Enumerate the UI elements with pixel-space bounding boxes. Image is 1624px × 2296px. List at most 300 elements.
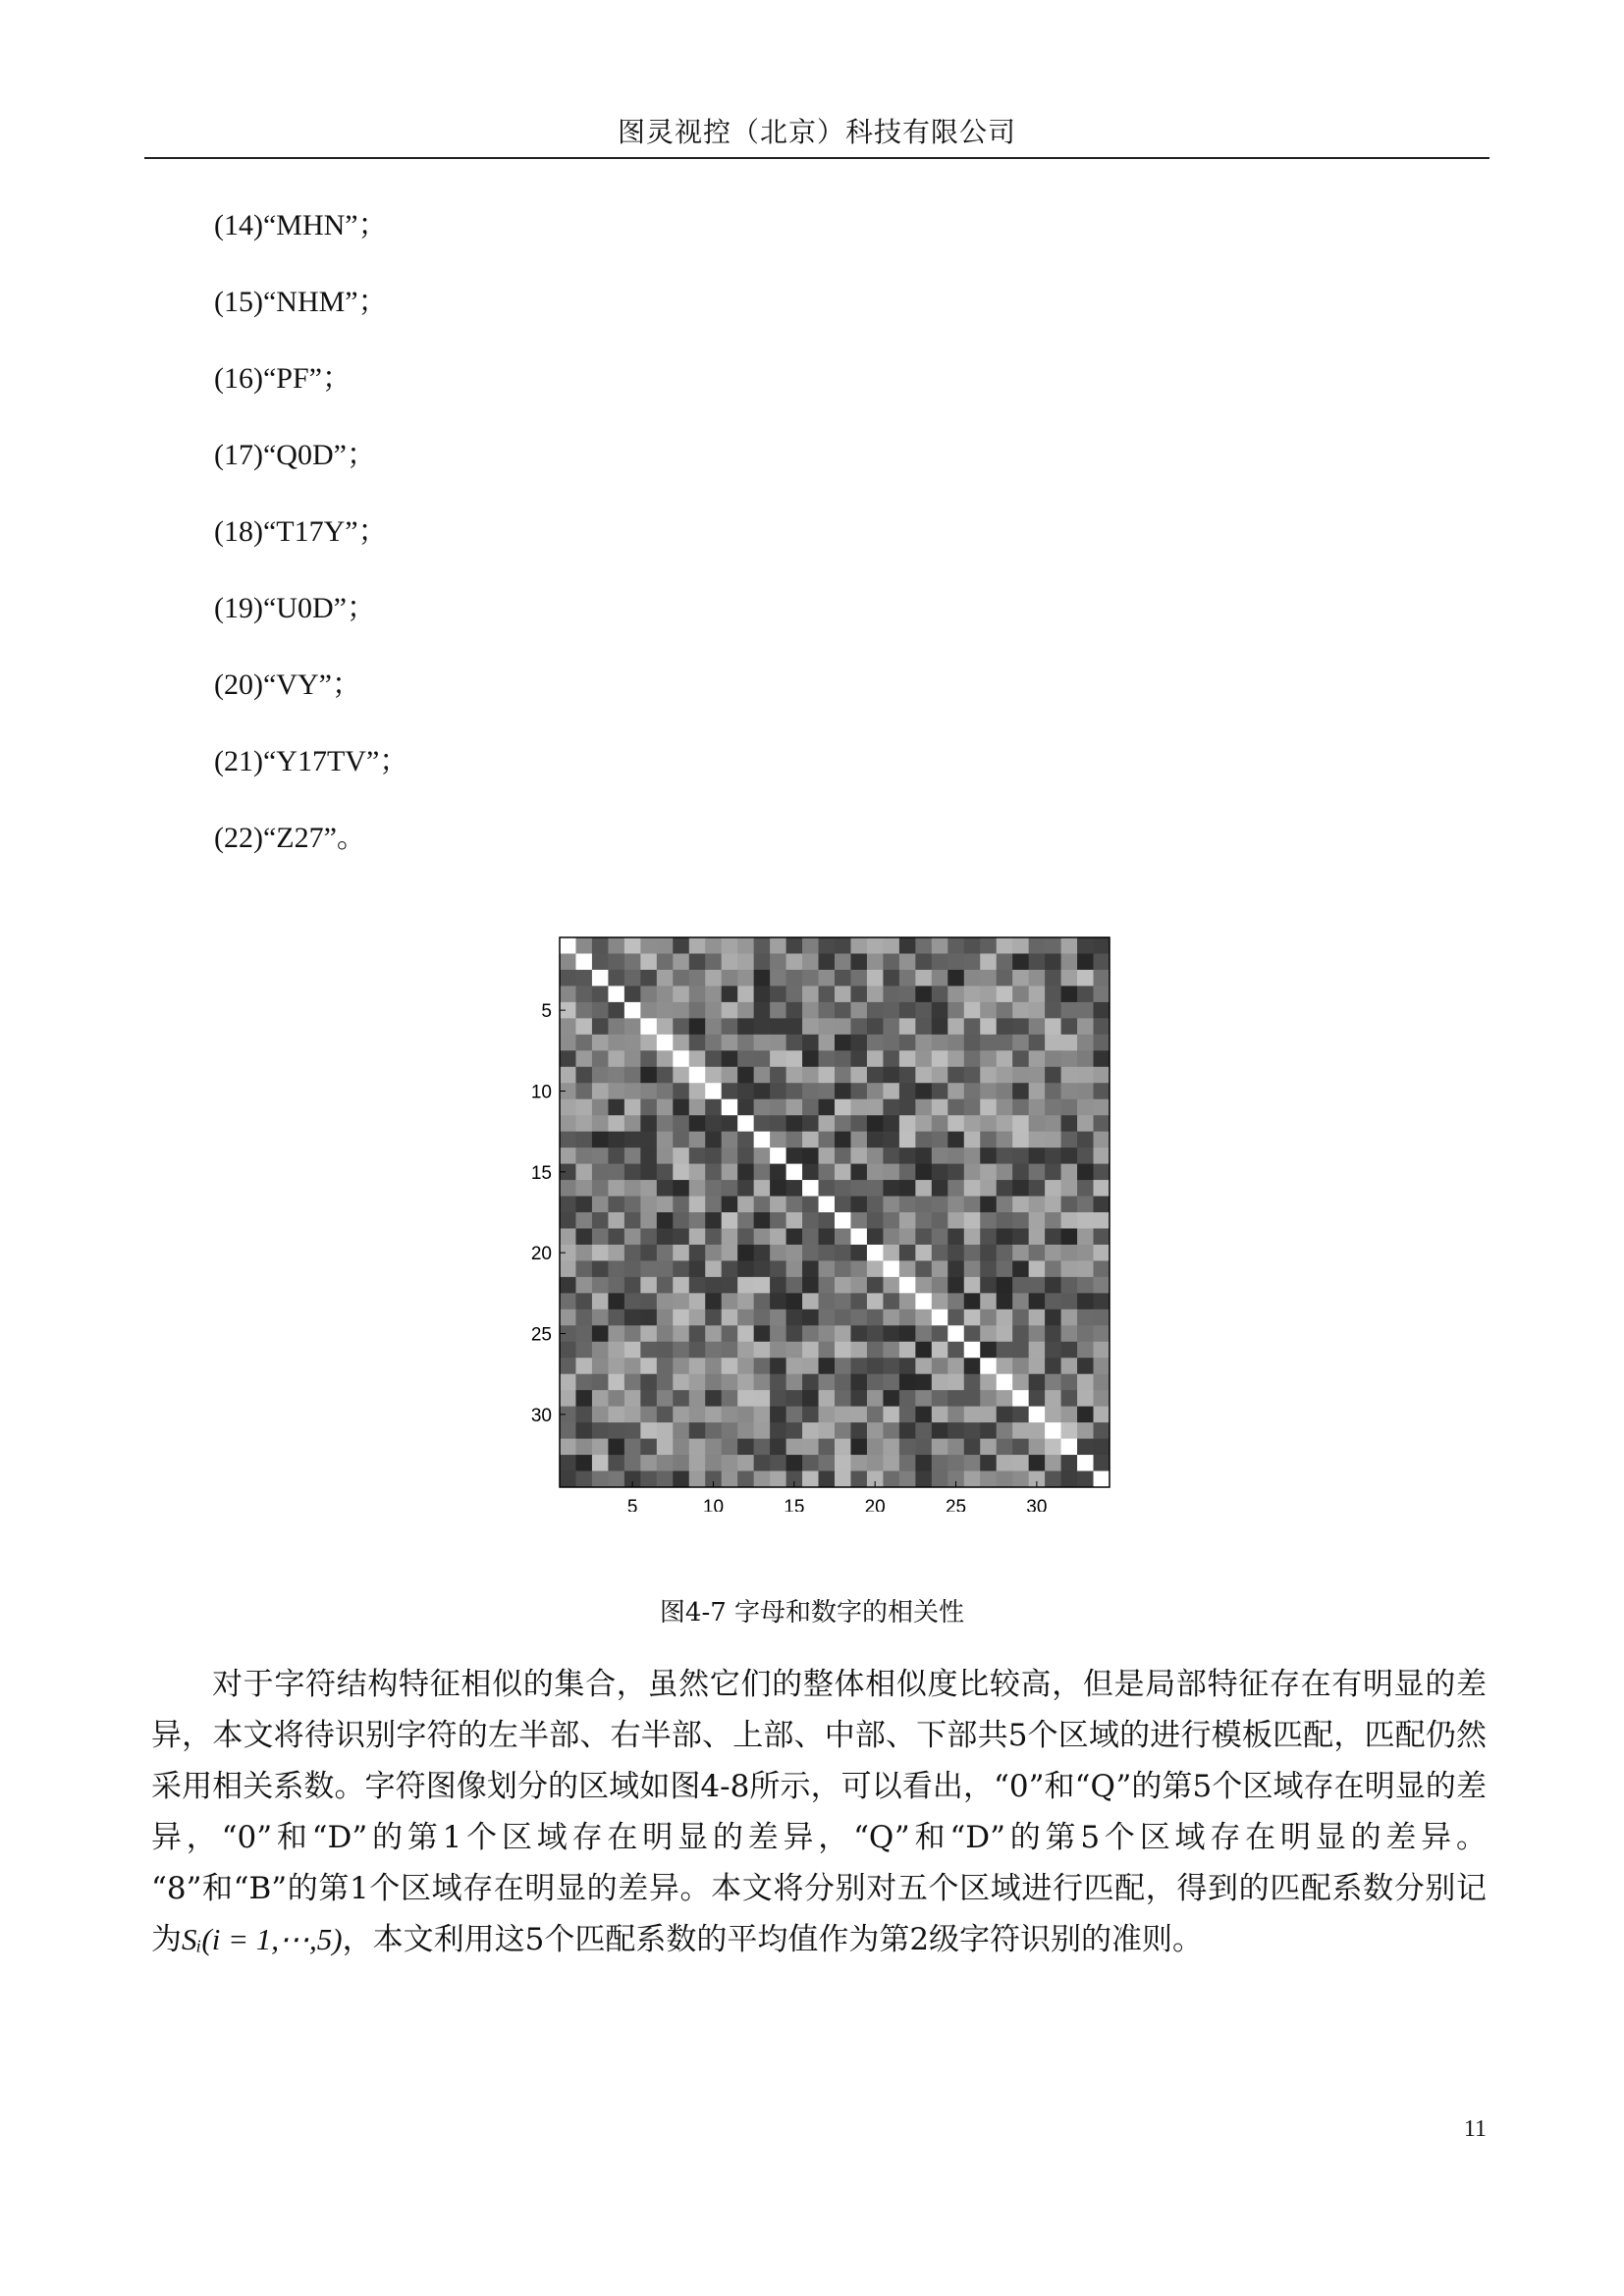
heatmap-cell: [575, 1099, 592, 1116]
heatmap-cell: [1077, 1293, 1094, 1309]
heatmap-cell: [592, 1099, 609, 1116]
heatmap-cell: [819, 970, 836, 987]
heatmap-cell: [624, 1148, 641, 1164]
heatmap-cell: [705, 1342, 722, 1359]
list-item: (16)“PF”；: [214, 362, 352, 395]
heatmap-cell: [867, 1050, 884, 1067]
list-item: (21)“Y17TV”；: [214, 745, 409, 777]
heatmap-cell: [932, 1035, 948, 1051]
heatmap-cell: [867, 1067, 884, 1084]
heatmap-cell: [835, 1471, 851, 1488]
heatmap-cell: [657, 1374, 674, 1391]
heatmap-cell: [915, 1132, 932, 1148]
heatmap-cell: [770, 1325, 786, 1342]
heatmap-cell: [819, 1099, 836, 1116]
heatmap-cell: [640, 1083, 657, 1099]
heatmap-cell: [770, 1374, 786, 1391]
heatmap-cell: [608, 1018, 624, 1035]
heatmap-cell: [802, 1439, 819, 1456]
heatmap-cell: [883, 1439, 899, 1456]
heatmap-cell: [932, 1422, 948, 1439]
heatmap-cell: [640, 1293, 657, 1309]
heatmap-cell: [819, 1277, 836, 1294]
heatmap-cell: [947, 1099, 964, 1116]
heatmap-cell: [883, 1407, 899, 1423]
heatmap-cell: [770, 970, 786, 987]
heatmap-cell: [835, 1132, 851, 1148]
heatmap-cell: [722, 1018, 738, 1035]
heatmap-cell: [786, 1407, 803, 1423]
heatmap-cell: [560, 1228, 576, 1245]
heatmap-cell: [964, 1018, 981, 1035]
heatmap-cell: [997, 1148, 1013, 1164]
heatmap-cell: [608, 1390, 624, 1407]
heatmap-cell: [592, 953, 609, 970]
heatmap-cell: [932, 1407, 948, 1423]
heatmap-cell: [737, 1471, 754, 1488]
heatmap-cell: [575, 937, 592, 954]
heatmap-cell: [867, 937, 884, 954]
heatmap-cell: [722, 1325, 738, 1342]
heatmap-cell: [722, 1374, 738, 1391]
heatmap-cell: [770, 1197, 786, 1213]
heatmap-cell: [560, 1099, 576, 1116]
heatmap-cell: [592, 1325, 609, 1342]
heatmap-cell: [1045, 1228, 1061, 1245]
heatmap-cell: [575, 1164, 592, 1181]
y-tick-label: 5: [541, 1001, 552, 1023]
heatmap-cell: [786, 1148, 803, 1164]
x-tick-label: 25: [945, 1497, 967, 1512]
heatmap-cell: [1045, 1293, 1061, 1309]
heatmap-cell: [786, 1245, 803, 1261]
heatmap-cell: [802, 1309, 819, 1326]
heatmap-cell: [1061, 1325, 1078, 1342]
heatmap-cell: [657, 1148, 674, 1164]
heatmap-cell: [1012, 1018, 1029, 1035]
heatmap-cell: [883, 1132, 899, 1148]
heatmap-cell: [947, 1390, 964, 1407]
heatmap-cell: [657, 986, 674, 1002]
heatmap-cell: [624, 953, 641, 970]
heatmap-cell: [835, 937, 851, 954]
heatmap-cell: [1061, 1180, 1078, 1197]
heatmap-cell: [575, 1245, 592, 1261]
heatmap-cell: [722, 1277, 738, 1294]
heatmap-cell: [722, 1212, 738, 1229]
heatmap-cell: [1029, 1035, 1046, 1051]
heatmap-cell: [754, 986, 771, 1002]
heatmap-cell: [819, 1018, 836, 1035]
heatmap-cell: [802, 1115, 819, 1132]
heatmap-cell: [560, 1115, 576, 1132]
list-item: (20)“VY”；: [214, 668, 361, 701]
heatmap-cell: [1061, 1374, 1078, 1391]
heatmap-cell: [575, 1115, 592, 1132]
heatmap-cell: [899, 1002, 916, 1019]
heatmap-cell: [1045, 970, 1061, 987]
heatmap-cell: [705, 1422, 722, 1439]
heatmap-cell: [608, 986, 624, 1002]
heatmap-cell: [915, 1407, 932, 1423]
heatmap-cell: [915, 1390, 932, 1407]
heatmap-cell: [997, 953, 1013, 970]
heatmap-cell: [608, 1358, 624, 1374]
heatmap-cell: [997, 1083, 1013, 1099]
heatmap-cell: [964, 1148, 981, 1164]
heatmap-cell: [770, 986, 786, 1002]
heatmap-cell: [947, 1455, 964, 1471]
heatmap-cell: [932, 1067, 948, 1084]
heatmap-cell: [802, 1471, 819, 1488]
heatmap-cell: [947, 1277, 964, 1294]
heatmap-cell: [786, 1132, 803, 1148]
heatmap-cell: [980, 1228, 997, 1245]
heatmap-cell: [802, 1455, 819, 1471]
heatmap-cell: [608, 1212, 624, 1229]
inline-math: Sᵢ(i = 1,⋯,5): [182, 1922, 343, 1956]
heatmap-cell: [835, 1018, 851, 1035]
heatmap-cell: [802, 1164, 819, 1181]
heatmap-cell: [932, 1260, 948, 1277]
heatmap-cell: [722, 1471, 738, 1488]
heatmap-cell: [915, 1293, 932, 1309]
heatmap-cell: [722, 1293, 738, 1309]
heatmap-cell: [737, 1309, 754, 1326]
heatmap-cell: [1045, 986, 1061, 1002]
heatmap-cell: [624, 970, 641, 987]
heatmap-cell: [980, 986, 997, 1002]
heatmap-cell: [737, 1455, 754, 1471]
heatmap-cell: [1061, 953, 1078, 970]
heatmap-cell: [883, 1148, 899, 1164]
heatmap-cell: [802, 1342, 819, 1359]
heatmap-cell: [754, 937, 771, 954]
heatmap-cell: [819, 1325, 836, 1342]
page-header: 图灵视控（北京）科技有限公司: [617, 116, 1016, 148]
heatmap-cell: [1029, 1245, 1046, 1261]
heatmap-cell: [705, 1212, 722, 1229]
heatmap-cell: [802, 1067, 819, 1084]
heatmap-cell: [592, 1164, 609, 1181]
heatmap-cell: [915, 1212, 932, 1229]
heatmap-cell: [770, 937, 786, 954]
heatmap-cell: [786, 1035, 803, 1051]
heatmap-cell: [964, 970, 981, 987]
heatmap-cell: [786, 1083, 803, 1099]
heatmap-cell: [754, 1212, 771, 1229]
heatmap-cell: [947, 937, 964, 954]
heatmap-cell: [997, 1115, 1013, 1132]
heatmap-cell: [819, 1197, 836, 1213]
heatmap-cell: [1012, 1067, 1029, 1084]
heatmap-cell: [980, 1099, 997, 1116]
heatmap-cell: [754, 1260, 771, 1277]
heatmap-cell: [835, 1260, 851, 1277]
heatmap-cell: [705, 1358, 722, 1374]
heatmap-cell: [997, 1018, 1013, 1035]
heatmap-cell: [770, 1035, 786, 1051]
heatmap-cell: [1061, 1132, 1078, 1148]
heatmap-cell: [657, 1309, 674, 1326]
heatmap-cell: [592, 1455, 609, 1471]
heatmap-cell: [624, 1018, 641, 1035]
heatmap-cell: [737, 1035, 754, 1051]
heatmap-cell: [624, 1002, 641, 1019]
heatmap-cell: [786, 970, 803, 987]
heatmap-cell: [1012, 1374, 1029, 1391]
heatmap-cell: [673, 1309, 689, 1326]
heatmap-cell: [899, 1455, 916, 1471]
heatmap-cell: [802, 1132, 819, 1148]
heatmap-cell: [592, 1212, 609, 1229]
heatmap-cell: [819, 1067, 836, 1084]
heatmap-cell: [786, 1018, 803, 1035]
heatmap-cell: [737, 1422, 754, 1439]
heatmap-cell: [1061, 1050, 1078, 1067]
heatmap-cell: [640, 1374, 657, 1391]
heatmap-cell: [1094, 1245, 1110, 1261]
heatmap-cell: [1045, 1325, 1061, 1342]
heatmap-cell: [997, 1099, 1013, 1116]
heatmap-cell: [657, 1115, 674, 1132]
heatmap-cell: [624, 1439, 641, 1456]
heatmap-cell: [883, 1422, 899, 1439]
heatmap-cell: [883, 1228, 899, 1245]
heatmap-cell: [802, 1325, 819, 1342]
heatmap-cell: [835, 1390, 851, 1407]
heatmap-cell: [1045, 1180, 1061, 1197]
heatmap-cell: [899, 1018, 916, 1035]
heatmap-cell: [915, 1342, 932, 1359]
heatmap-cell: [980, 1390, 997, 1407]
heatmap-cell: [1045, 1390, 1061, 1407]
heatmap-cell: [1045, 1035, 1061, 1051]
heatmap-cell: [835, 1245, 851, 1261]
heatmap-cell: [608, 1455, 624, 1471]
heatmap-cell: [883, 986, 899, 1002]
heatmap-cell: [819, 1212, 836, 1229]
heatmap-cell: [835, 1439, 851, 1456]
heatmap-cell: [1061, 1228, 1078, 1245]
heatmap-cell: [1077, 1212, 1094, 1229]
heatmap-cell: [770, 1228, 786, 1245]
heatmap-cell: [689, 1342, 706, 1359]
heatmap-cell: [850, 937, 867, 954]
heatmap-cell: [575, 1067, 592, 1084]
heatmap-cell: [1077, 1342, 1094, 1359]
heatmap-cell: [850, 1293, 867, 1309]
character-set-list: [214, 209, 408, 898]
heatmap-cell: [802, 1422, 819, 1439]
heatmap-cell: [964, 937, 981, 954]
heatmap-cell: [1029, 1325, 1046, 1342]
heatmap-cell: [932, 1293, 948, 1309]
heatmap-cell: [1094, 1358, 1110, 1374]
heatmap-cell: [673, 1212, 689, 1229]
heatmap-cell: [915, 1309, 932, 1326]
heatmap-cell: [932, 1083, 948, 1099]
heatmap-cell: [850, 1099, 867, 1116]
heatmap-cell: [657, 1277, 674, 1294]
heatmap-cell: [802, 1050, 819, 1067]
heatmap-cell: [980, 1439, 997, 1456]
heatmap-cell: [899, 1260, 916, 1277]
heatmap-cell: [657, 1132, 674, 1148]
x-tick-label: 10: [702, 1497, 725, 1512]
heatmap-cell: [560, 1067, 576, 1084]
heatmap-cell: [624, 1035, 641, 1051]
heatmap-cell: [1061, 986, 1078, 1002]
heatmap-cell: [964, 1067, 981, 1084]
heatmap-cell: [964, 1407, 981, 1423]
heatmap-cell: [997, 1390, 1013, 1407]
heatmap-cell: [1012, 1407, 1029, 1423]
heatmap-cell: [1094, 1002, 1110, 1019]
heatmap-cell: [850, 1002, 867, 1019]
heatmap-cell: [592, 1228, 609, 1245]
heatmap-cell: [722, 1180, 738, 1197]
heatmap-cell: [786, 1197, 803, 1213]
heatmap-cell: [819, 1002, 836, 1019]
heatmap-cell: [722, 1197, 738, 1213]
heatmap-cell: [802, 1002, 819, 1019]
heatmap-cell: [835, 1293, 851, 1309]
heatmap-cell: [819, 1439, 836, 1456]
heatmap-cell: [770, 1212, 786, 1229]
heatmap-cell: [867, 1245, 884, 1261]
heatmap-cell: [997, 1067, 1013, 1084]
heatmap-cell: [608, 1067, 624, 1084]
heatmap-cell: [1012, 1439, 1029, 1456]
heatmap-cell: [657, 1050, 674, 1067]
heatmap-cell: [899, 953, 916, 970]
heatmap-cell: [737, 1260, 754, 1277]
heatmap-cell: [1061, 1293, 1078, 1309]
heatmap-cell: [770, 1422, 786, 1439]
heatmap-cell: [1012, 1099, 1029, 1116]
heatmap-cell: [867, 1455, 884, 1471]
heatmap-cell: [770, 1164, 786, 1181]
heatmap-cell: [867, 1228, 884, 1245]
heatmap-cell: [689, 1148, 706, 1164]
heatmap-cell: [947, 1035, 964, 1051]
heatmap-cell: [770, 953, 786, 970]
heatmap-cell: [608, 937, 624, 954]
heatmap-cell: [560, 1390, 576, 1407]
heatmap-cell: [673, 1342, 689, 1359]
heatmap-cell: [640, 1132, 657, 1148]
heatmap-cell: [802, 1180, 819, 1197]
heatmap-cell: [673, 1245, 689, 1261]
heatmap-cell: [1094, 1374, 1110, 1391]
heatmap-cell: [819, 1035, 836, 1051]
heatmap-cell: [867, 1083, 884, 1099]
heatmap-cell: [947, 1148, 964, 1164]
heatmap-cell: [980, 953, 997, 970]
heatmap-cell: [754, 1228, 771, 1245]
heatmap-cell: [608, 1132, 624, 1148]
heatmap-cell: [850, 1277, 867, 1294]
heatmap-cell: [608, 970, 624, 987]
heatmap-cell: [624, 1374, 641, 1391]
heatmap-cell: [624, 1228, 641, 1245]
heatmap-cell: [947, 1358, 964, 1374]
heatmap-cell: [1045, 1050, 1061, 1067]
heatmap-cell: [980, 1293, 997, 1309]
heatmap-cell: [575, 1228, 592, 1245]
heatmap-cell: [835, 1067, 851, 1084]
heatmap-cell: [1077, 1164, 1094, 1181]
heatmap-cell: [1029, 1212, 1046, 1229]
heatmap-cell: [575, 1050, 592, 1067]
heatmap-cell: [689, 1132, 706, 1148]
heatmap-cell: [850, 1260, 867, 1277]
heatmap-cell: [802, 1099, 819, 1116]
heatmap-cell: [592, 1277, 609, 1294]
heatmap-cell: [883, 1325, 899, 1342]
heatmap-cell: [737, 1132, 754, 1148]
heatmap-cell: [689, 953, 706, 970]
heatmap-cell: [737, 1115, 754, 1132]
heatmap-cell: [802, 1018, 819, 1035]
heatmap-cell: [915, 1374, 932, 1391]
heatmap-cell: [754, 1180, 771, 1197]
heatmap-cell: [722, 1245, 738, 1261]
heatmap-cell: [673, 1260, 689, 1277]
heatmap-cell: [624, 1164, 641, 1181]
heatmap-cell: [883, 1390, 899, 1407]
heatmap-cell: [1045, 1002, 1061, 1019]
heatmap-cell: [705, 1099, 722, 1116]
heatmap-cell: [1045, 1132, 1061, 1148]
heatmap-cell: [608, 1050, 624, 1067]
heatmap-cell: [786, 986, 803, 1002]
heatmap-cell: [1094, 1148, 1110, 1164]
heatmap-cell: [819, 986, 836, 1002]
heatmap-cell: [1061, 1197, 1078, 1213]
heatmap-cell: [689, 1471, 706, 1488]
heatmap-cell: [1029, 1180, 1046, 1197]
heatmap-cell: [770, 1180, 786, 1197]
heatmap-cell: [1061, 1035, 1078, 1051]
heatmap-cell: [560, 1422, 576, 1439]
heatmap-cell: [980, 1035, 997, 1051]
heatmap-cell: [819, 1455, 836, 1471]
heatmap-cell: [1012, 1228, 1029, 1245]
heatmap-cell: [754, 1115, 771, 1132]
heatmap-cell: [819, 1228, 836, 1245]
heatmap-cell: [1029, 1067, 1046, 1084]
heatmap-cell: [560, 1277, 576, 1294]
heatmap-cell: [575, 1309, 592, 1326]
heatmap-cell: [915, 1002, 932, 1019]
heatmap-cell: [1077, 953, 1094, 970]
heatmap-cell: [1029, 1374, 1046, 1391]
heatmap-cell: [592, 1197, 609, 1213]
heatmap-cell: [673, 1407, 689, 1423]
list-item: (15)“NHM”；: [214, 286, 388, 318]
heatmap-cell: [608, 1309, 624, 1326]
heatmap-cell: [883, 1197, 899, 1213]
heatmap-cell: [867, 986, 884, 1002]
heatmap-cell: [1045, 1422, 1061, 1439]
heatmap-cell: [1094, 1390, 1110, 1407]
heatmap-cell: [1061, 970, 1078, 987]
heatmap-cell: [754, 1197, 771, 1213]
heatmap-cell: [1029, 1115, 1046, 1132]
heatmap-cell: [835, 953, 851, 970]
